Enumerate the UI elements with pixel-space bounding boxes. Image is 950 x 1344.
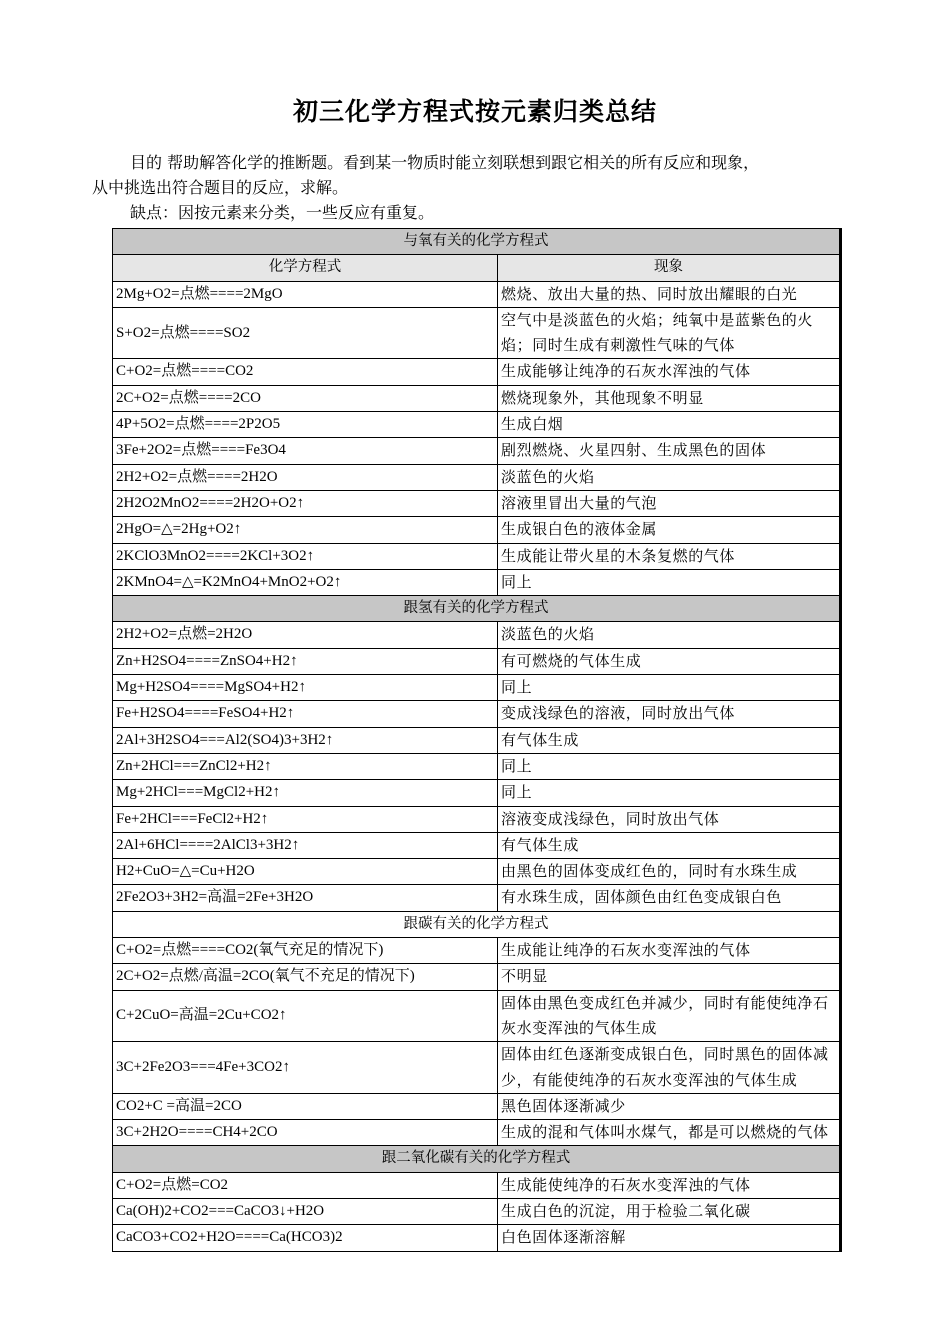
table-row (113, 359, 840, 385)
equation-cell: Fe+H2SO4====FeSO4+H2↑ (113, 701, 498, 727)
phenomenon-cell: 同上 (498, 675, 840, 701)
equation-cell: 2KMnO4=△=K2MnO4+MnO2+O2↑ (113, 569, 498, 595)
phenomenon-cell: 生成能使纯净的石灰水变浑浊的气体 (498, 1172, 840, 1198)
table-row (113, 412, 840, 438)
equation-cell: 3C+2H2O====CH4+2CO (113, 1120, 498, 1146)
column-header-phenomenon: 现象 (498, 255, 840, 281)
equations-table-body (113, 229, 840, 1252)
table-row (113, 675, 840, 701)
phenomenon-cell: 变成浅绿色的溶液，同时放出气体 (498, 701, 840, 727)
table-row (113, 490, 840, 516)
phenomenon-cell: 白色固体逐渐溶解 (498, 1225, 840, 1251)
table-row (113, 307, 840, 359)
phenomenon-cell: 淡蓝色的火焰 (498, 622, 840, 648)
phenomenon-cell: 有气体生成 (498, 727, 840, 753)
equation-cell: 2C+O2=点燃====2CO (113, 385, 498, 411)
equation-cell: C+O2=点燃====CO2 (113, 359, 498, 385)
table-row (113, 938, 840, 964)
equation-cell: 2Al+3H2SO4===Al2(SO4)3+3H2↑ (113, 727, 498, 753)
table-row (113, 885, 840, 911)
section-header-row (113, 596, 840, 622)
phenomenon-cell: 同上 (498, 780, 840, 806)
phenomenon-cell: 生成白烟 (498, 412, 840, 438)
table-row (113, 1093, 840, 1119)
section-title: 跟氢有关的化学方程式 (113, 596, 840, 622)
phenomenon-cell: 燃烧现象外，其他现象不明显 (498, 385, 840, 411)
phenomenon-cell: 空气中是淡蓝色的火焰；纯氧中是蓝紫色的火焰；同时生成有刺激性气味的气体 (498, 307, 840, 359)
equation-cell: 2H2+O2=点燃====2H2O (113, 464, 498, 490)
section-title: 与氧有关的化学方程式 (113, 229, 840, 255)
equation-cell: C+O2=点燃====CO2(氧气充足的情况下) (113, 938, 498, 964)
section-header-row (113, 911, 840, 937)
table-row (113, 1198, 840, 1224)
phenomenon-cell: 燃烧、放出大量的热、同时放出耀眼的白光 (498, 281, 840, 307)
table-row (113, 517, 840, 543)
equation-cell: 2Mg+O2=点燃====2MgO (113, 281, 498, 307)
table-row (113, 281, 840, 307)
equation-cell: 3Fe+2O2=点燃====Fe3O4 (113, 438, 498, 464)
table-row (113, 622, 840, 648)
section-title: 跟二氧化碳有关的化学方程式 (113, 1146, 840, 1172)
section-header-row (113, 1146, 840, 1172)
table-row (113, 438, 840, 464)
phenomenon-cell: 有可燃烧的气体生成 (498, 648, 840, 674)
equation-cell: C+O2=点燃=CO2 (113, 1172, 498, 1198)
equation-cell: 3C+2Fe2O3===4Fe+3CO2↑ (113, 1042, 498, 1094)
phenomenon-cell: 有气体生成 (498, 832, 840, 858)
equation-cell: S+O2=点燃====SO2 (113, 307, 498, 359)
equation-cell: C+2CuO=高温=2Cu+CO2↑ (113, 990, 498, 1042)
equation-cell: Mg+2HCl===MgCl2+H2↑ (113, 780, 498, 806)
phenomenon-cell: 生成能让带火星的木条复燃的气体 (498, 543, 840, 569)
phenomenon-cell: 黑色固体逐渐减少 (498, 1093, 840, 1119)
table-row (113, 727, 840, 753)
equation-cell: CaCO3+CO2+H2O====Ca(HCO3)2 (113, 1225, 498, 1251)
equation-cell: Mg+H2SO4====MgSO4+H2↑ (113, 675, 498, 701)
intro-drawback-line: 缺点：因按元素来分类，一些反应有重复。 (130, 203, 435, 222)
table-row (113, 990, 840, 1042)
table-row (113, 1225, 840, 1251)
phenomenon-cell: 生成能够让纯净的石灰水浑浊的气体 (498, 359, 840, 385)
page-title: 初三化学方程式按元素归类总结 (292, 97, 657, 126)
table-row (113, 648, 840, 674)
equation-cell: 2Al+6HCl====2AlCl3+3H2↑ (113, 832, 498, 858)
phenomenon-cell: 生成银白色的液体金属 (498, 517, 840, 543)
equation-cell: Fe+2HCl===FeCl2+H2↑ (113, 806, 498, 832)
equation-cell: 2Fe2O3+3H2=高温=2Fe+3H2O (113, 885, 498, 911)
column-header-row (113, 255, 840, 281)
table-row (113, 464, 840, 490)
equation-cell: 2H2O2MnO2====2H2O+O2↑ (113, 490, 498, 516)
phenomenon-cell: 不明显 (498, 964, 840, 990)
equation-cell: 2KClO3MnO2====2KCl+3O2↑ (113, 543, 498, 569)
table-row (113, 806, 840, 832)
table-row (113, 753, 840, 779)
section-header-row (113, 229, 840, 255)
table-row (113, 859, 840, 885)
section-title: 跟碳有关的化学方程式 (113, 911, 840, 937)
intro-purpose-line: 目的 帮助解答化学的推断题。看到某一物质时能立刻联想到跟它相关的所有反应和现象， (130, 153, 760, 172)
phenomenon-cell: 溶液里冒出大量的气泡 (498, 490, 840, 516)
column-header-equation: 化学方程式 (113, 255, 498, 281)
phenomenon-cell: 剧烈燃烧、火星四射、生成黑色的固体 (498, 438, 840, 464)
equation-cell: CO2+C =高温=2CO (113, 1093, 498, 1119)
table-row (113, 780, 840, 806)
phenomenon-cell: 生成白色的沉淀，用于检验二氧化碳 (498, 1198, 840, 1224)
equations-table (112, 228, 840, 1252)
table-row (113, 569, 840, 595)
intro-paragraph (92, 150, 882, 225)
table-row (113, 1120, 840, 1146)
phenomenon-cell: 溶液变成浅绿色，同时放出气体 (498, 806, 840, 832)
phenomenon-cell: 同上 (498, 569, 840, 595)
phenomenon-cell: 固体由红色逐渐变成银白色，同时黑色的固体减少，有能使纯净的石灰水变浑浊的气体生成 (498, 1042, 840, 1094)
table-row (113, 1172, 840, 1198)
equation-cell: Ca(OH)2+CO2===CaCO3↓+H2O (113, 1198, 498, 1224)
phenomenon-cell: 由黑色的固体变成红色的，同时有水珠生成 (498, 859, 840, 885)
table-row (113, 543, 840, 569)
phenomenon-cell: 同上 (498, 753, 840, 779)
phenomenon-cell: 固体由黑色变成红色并减少，同时有能使纯净石灰水变浑浊的气体生成 (498, 990, 840, 1042)
table-row (113, 832, 840, 858)
phenomenon-cell: 生成能让纯净的石灰水变浑浊的气体 (498, 938, 840, 964)
phenomenon-cell: 有水珠生成，固体颜色由红色变成银白色 (498, 885, 840, 911)
equation-cell: Zn+H2SO4====ZnSO4+H2↑ (113, 648, 498, 674)
phenomenon-cell: 生成的混和气体叫水煤气，都是可以燃烧的气体 (498, 1120, 840, 1146)
table-row (113, 1042, 840, 1094)
phenomenon-cell: 淡蓝色的火焰 (498, 464, 840, 490)
table-row (113, 964, 840, 990)
equation-cell: 4P+5O2=点燃====2P2O5 (113, 412, 498, 438)
table-row (113, 701, 840, 727)
equation-cell: 2C+O2=点燃/高温=2CO(氧气不充足的情况下) (113, 964, 498, 990)
equation-cell: Zn+2HCl===ZnCl2+H2↑ (113, 753, 498, 779)
equation-cell: H2+CuO=△=Cu+H2O (113, 859, 498, 885)
intro-purpose-continued: 从中挑选出符合题目的反应，求解。 (92, 178, 349, 197)
equation-cell: 2HgO=△=2Hg+O2↑ (113, 517, 498, 543)
table-row (113, 385, 840, 411)
equation-cell: 2H2+O2=点燃=2H2O (113, 622, 498, 648)
